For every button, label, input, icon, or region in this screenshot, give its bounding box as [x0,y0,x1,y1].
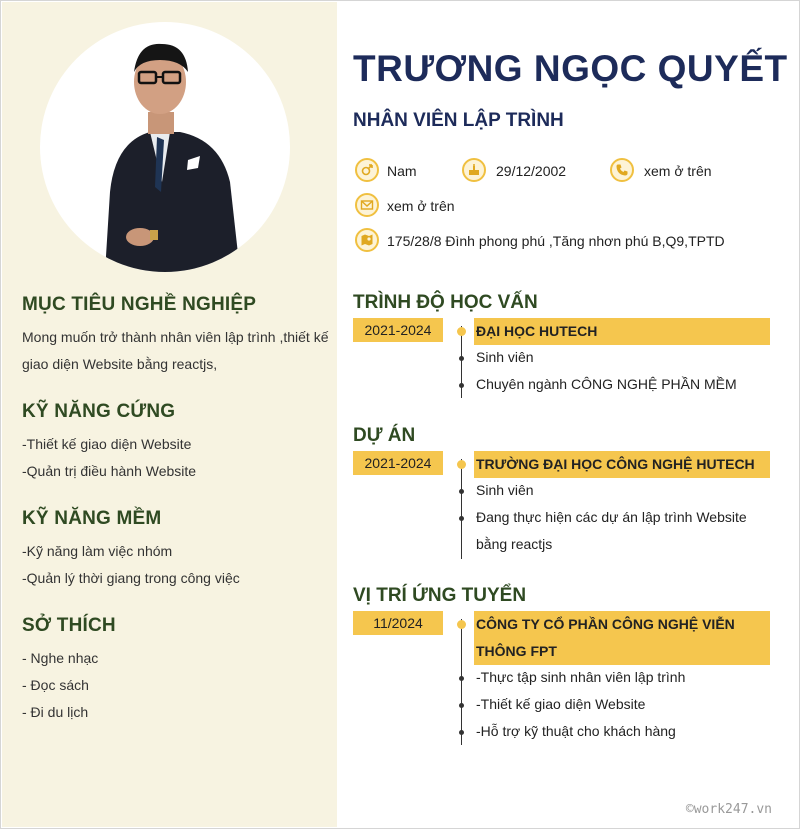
position-detail: -Thiết kế giao diện Website [476,696,646,712]
hobbies-title: SỞ THÍCH [22,615,116,636]
list-item: -Kỹ năng làm việc nhóm [22,543,173,559]
timeline-bullet [459,383,464,388]
email-icon [355,193,379,217]
position-date-badge: 11/2024 [353,611,443,635]
birthday-value: 29/12/2002 [496,163,567,179]
hard-skills-title: KỸ NĂNG CỨNG [22,401,176,422]
projects-detail: Sinh viên [476,482,534,498]
address-value: 175/28/8 Đình phong phú ,Tăng nhơn phú B,Q9,TPTD [387,233,725,249]
hobbies-list [22,645,332,726]
sidebar [2,2,337,827]
projects-timeline-dot [457,460,466,469]
list-item: -Quản trị điều hành Website [22,463,197,479]
projects-org: TRƯỜNG ĐẠI HỌC CÔNG NGHỆ HUTECH [474,451,770,478]
list-item: -Thiết kế giao diện Website [22,436,192,452]
timeline-bullet [459,356,464,361]
avatar [40,22,290,272]
watermark: ©work247.vn [685,802,772,817]
soft-skills-title: KỸ NĂNG MỀM [22,508,162,529]
position-timeline-line [461,619,462,745]
map-location-icon [355,228,379,252]
timeline-bullet [459,676,464,681]
soft-skills-list [22,538,332,592]
objective-text [22,324,332,378]
projects-date-badge: 2021-2024 [353,451,443,475]
objective-line: giao diện Website bằng reactjs, [22,356,218,372]
education-detail: Chuyên ngành CÔNG NGHỆ PHẦN MỀM [476,376,737,392]
gender-value: Nam [387,163,417,179]
education-org: ĐẠI HỌC HUTECH [474,318,770,345]
job-title: NHÂN VIÊN LẬP TRÌNH [353,110,564,131]
phone-icon [610,158,634,182]
position-timeline-dot [457,620,466,629]
list-item: - Nghe nhạc [22,650,99,666]
birthday-cake-icon [462,158,486,182]
education-date-badge: 2021-2024 [353,318,443,342]
phone-value: xem ở trên [644,163,712,179]
profile-photo [40,22,290,272]
position-detail: -Hỗ trợ kỹ thuật cho khách hàng [476,723,676,739]
list-item: - Đọc sách [22,677,89,693]
position-title: VỊ TRÍ ỨNG TUYỂN [353,585,527,606]
list-item: - Đi du lịch [22,704,89,720]
timeline-bullet [459,516,464,521]
position-detail: -Thực tập sinh nhân viên lập trình [476,669,686,685]
position-org: CÔNG TY CỔ PHẦN CÔNG NGHỆ VIỄN THÔNG FPT [474,611,770,665]
timeline-bullet [459,703,464,708]
hard-skills-list [22,431,332,485]
education-title: TRÌNH ĐỘ HỌC VẤN [353,292,538,313]
objective-line: Mong muốn trở thành nhân viên lập trình ,thiết kế [22,329,329,345]
education-detail: Sinh viên [476,349,534,365]
list-item: -Quản lý thời giang trong công việc [22,570,240,586]
gender-icon [355,158,379,182]
candidate-name: TRƯƠNG NGỌC QUYẾT [353,48,788,89]
email-value: xem ở trên [387,198,455,214]
timeline-bullet [459,730,464,735]
timeline-bullet [459,489,464,494]
projects-detail: Đang thực hiện các dự án lập trình Website bằng reactjs [476,509,747,552]
objective-title: MỤC TIÊU NGHỀ NGHIỆP [22,294,257,315]
education-timeline-dot [457,327,466,336]
projects-title: DỰ ÁN [353,425,416,446]
projects-timeline-line [461,459,462,559]
